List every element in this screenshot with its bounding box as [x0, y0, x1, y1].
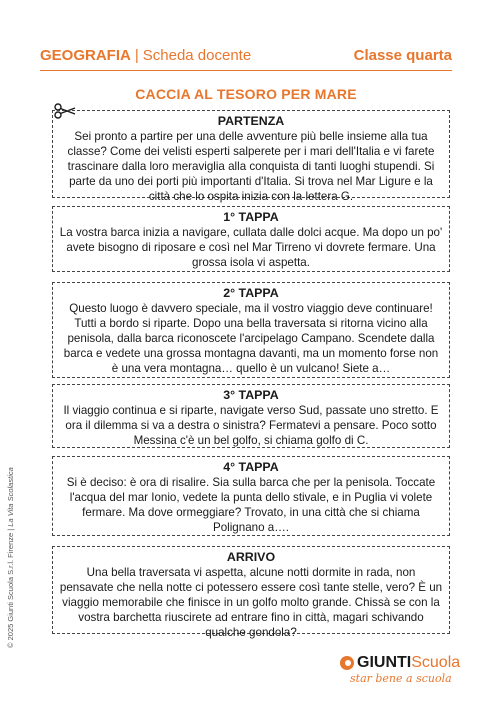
- stage-card-1: [52, 206, 450, 272]
- stage-heading: PARTENZA: [217, 114, 285, 128]
- giunti-g-icon: [340, 656, 354, 670]
- copyright-prefix: © 2025 Giunti Scuola S.r.l. Firenze |: [6, 528, 15, 648]
- copyright-magazine: La Vita Scolastica: [6, 467, 15, 527]
- header-separator: |: [134, 46, 139, 64]
- logo-tagline: star bene a scuola: [350, 672, 452, 685]
- stage-heading: 1° TAPPA: [223, 210, 279, 224]
- logo-brand-suffix: Scuola: [411, 654, 461, 671]
- stage-heading: 2° TAPPA: [223, 286, 279, 300]
- stage-heading: 4° TAPPA: [223, 460, 279, 474]
- stage-card-partenza: [52, 110, 450, 203]
- copyright-note: [6, 467, 15, 648]
- stage-heading: ARRIVO: [226, 550, 276, 564]
- stage-text: La vostra barca inizia a navigare, cullata dalle dolci acque. Ma dopo un po' avete bisogno di riposare e così nel Mar Tirreno vi dovrete fermare. Una grossa isola vi aspetta.: [59, 226, 443, 269]
- stage-card-3: [52, 384, 450, 448]
- page-header: [40, 40, 452, 71]
- logo-brand: [340, 654, 470, 672]
- sheet-type-label: Scheda docente: [142, 46, 252, 64]
- stage-text: Si è deciso: è ora di risalire. Sia sulla barca che per la penisola. Toccate l'acqua del mar Ionio, vedete la punta dello stivale, e in Puglia vi volete fermare. Ma dove ormeggiare? Trovato, in una città che si chiama Polignano a….: [66, 476, 436, 534]
- publisher-logo: [340, 654, 470, 694]
- header-left: [40, 47, 251, 64]
- stage-card-4: [52, 456, 450, 536]
- stage-text: Sei pronto a partire per una delle avventure più belle insieme alla tua classe? Come dei velisti esperti salperete per i mari dell'Italia e vi farete trascinare dalla loro meraviglia alla conquista di tanti luoghi stupendi. Si parte da uno dei porti più importanti d'Italia. Si trova nel Mar Ligure e la città che lo ospita inizia con la lettera G.: [67, 130, 435, 203]
- stage-text: Una bella traversata vi aspetta, alcune notti dormite in rada, non pensavate che nella notte ci potessero essere così tante stelle, vero? È un viaggio memorabile che finisce in un golfo molto grande. Chissà se con la vostra barchetta riuscirete ad entrare fino in città, magari schivando qualche gondola?: [59, 566, 443, 639]
- page-title: CACCIA AL TESORO PER MARE: [135, 86, 357, 102]
- logo-brand-name: GIUNTI: [357, 654, 412, 671]
- subject-label: GEOGRAFIA: [40, 46, 131, 64]
- stage-text: Il viaggio continua e si riparte, navigate verso Sud, passate uno stretto. E ora il dilemma si va a destra o sinistra? Fermatevi a pensare. Poco sotto Messina c'è un bel golfo, si chiama golfo di C.: [63, 404, 439, 447]
- stage-card-arrivo: [52, 546, 450, 639]
- stage-card-2: [52, 282, 450, 378]
- class-label: Classe quarta: [353, 46, 452, 64]
- stage-heading: 3° TAPPA: [223, 388, 279, 402]
- stage-text: Questo luogo è davvero speciale, ma il vostro viaggio deve continuare! Tutti a bordo si riparte. Dopo una bella traversata si ritorna vicino alla penisola, dalla barca riconoscete l'arcipelago Campano. Scendete dalla barca e vedete una grossa montagna davanti, ma un momento forse non è una vera montagna… quello è un vulcano! Siete a…: [63, 302, 439, 375]
